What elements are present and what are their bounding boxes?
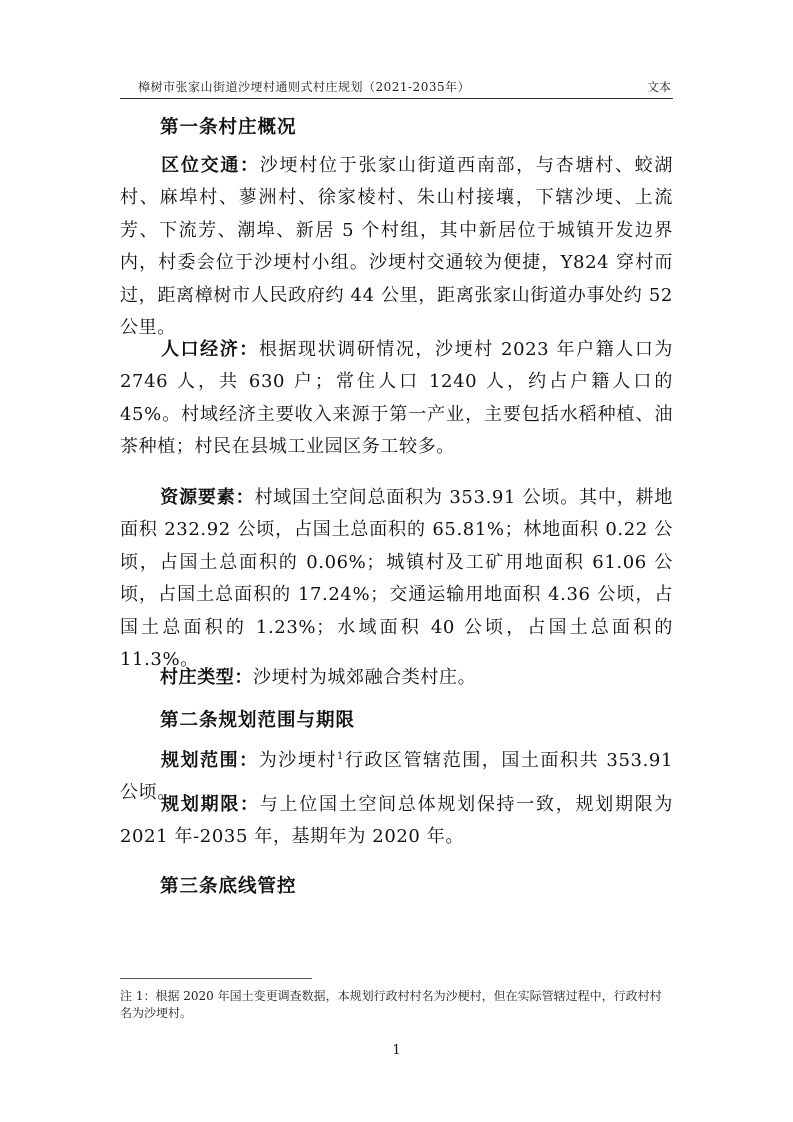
paragraph-village-type — [120, 662, 673, 694]
paragraph-lead: 区位交通： — [160, 155, 260, 176]
paragraph-lead: 人口经济： — [160, 339, 259, 360]
paragraph-lead: 规划范围： — [160, 750, 259, 771]
footnote-reference[interactable]: 1 — [336, 751, 344, 762]
paragraph-text: 沙埂村位于张家山街道西南部，与杏塘村、蛟湖村、麻埠村、蓼洲村、徐家棱村、朱山村接壤，下辖沙埂、上流芳、下流芳、潮埠、新居 5 个村组，其中新居位于城镇开发边界内，村委会位于沙埂村小组。沙埂村交通较为便捷，Y824 穿村而过，距离樟树市人民政府约 44 公里，距离张家山街道办事处约 52 公里。 — [120, 155, 674, 339]
section-1-heading: 第一条村庄概况 — [160, 117, 297, 138]
paragraph-lead: 村庄类型： — [160, 667, 253, 688]
paragraph-text: 沙埂村为城郊融合类村庄。 — [253, 667, 477, 688]
section-2-heading: 第二条规划范围与期限 — [160, 710, 356, 731]
paragraph-lead: 规划期限： — [160, 794, 260, 815]
paragraph-population-economy — [120, 334, 673, 464]
footnote: 注 1：根据 2020 年国土变更调查数据，本规划行政村村名为沙梗村，但在实际管辖过程中，行政村村名为沙埂村。 — [120, 989, 662, 1020]
section-3-heading: 第三条底线管控 — [160, 876, 297, 897]
paragraph-text: 行政区管辖范围，国土面积共 353.91 公顷。 — [120, 750, 674, 804]
paragraph-resources — [120, 482, 673, 676]
header-rule — [120, 98, 673, 99]
paragraph-text: 根据现状调研情况，沙埂村 2023 年户籍人口为 2746 人，共 630 户；常住人口 1240 人，约占户籍人口的 45%。村域经济主要收入来源于第一产业，主要包括水稻种植、油茶种植；村民在县城工业园区务工较多。 — [120, 339, 673, 458]
page-number: 1 — [392, 1043, 401, 1058]
paragraph-text: 与上位国土空间总体规划保持一致，规划期限为 2021 年-2035 年，基期年为 2020 年。 — [120, 794, 674, 848]
paragraph-text: 村域国土空间总面积为 353.91 公顷。其中，耕地面积 232.92 公顷，占国土总面积的 65.81%；林地面积 0.22 公顷，占国土总面积的 0.06%；城镇村及工矿用地面积 61.06 公顷，占国土总面积的 17.24%；交通运输用地面积 4.36 公顷，占国土总面积的 1.23%；水域面积 40 公顷，占国土总面积的 11.3%。 — [120, 487, 673, 671]
header-title: 樟树市张家山街道沙埂村通则式村庄规划（2021-2035年） — [138, 80, 471, 94]
footnote-rule — [120, 978, 312, 979]
paragraph-lead: 资源要素： — [160, 487, 255, 508]
paragraph-location-traffic — [120, 150, 673, 344]
running-header — [120, 78, 673, 98]
header-section-label: 文本 — [646, 80, 671, 94]
paragraph-planning-period — [120, 789, 673, 854]
paragraph-text: 为沙埂村 — [258, 750, 337, 771]
